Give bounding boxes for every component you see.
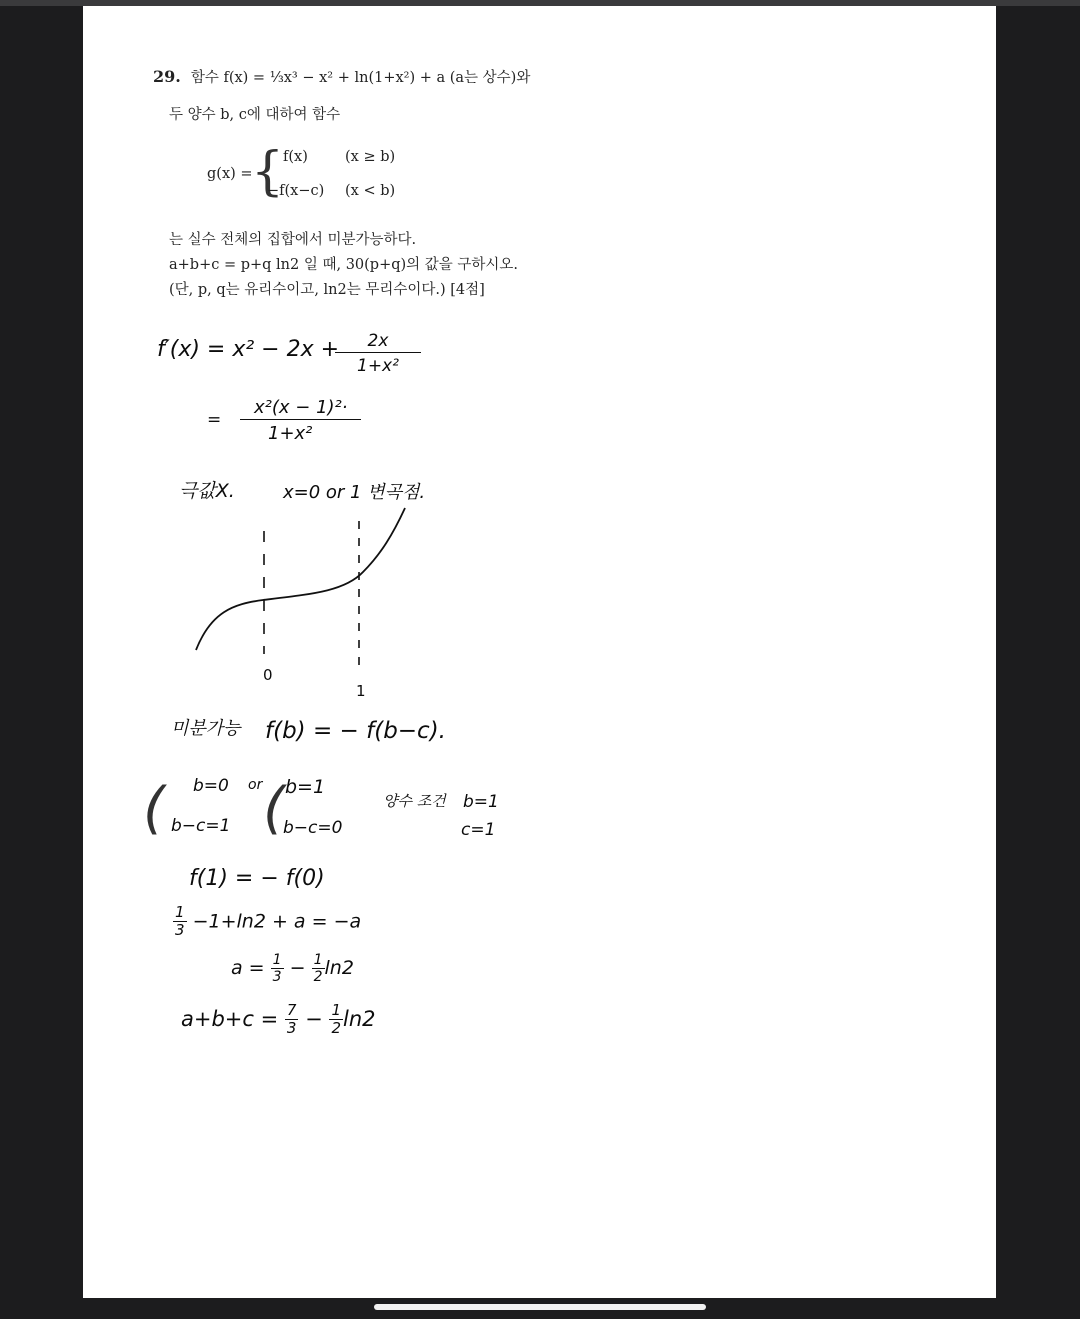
case-a-b: b=0 bbox=[193, 776, 229, 796]
case-1-condition: (x ≥ b) bbox=[345, 149, 396, 165]
equation-4-frac2-den: 2 bbox=[331, 1019, 341, 1038]
graph-label-one: 1 bbox=[356, 682, 366, 700]
simplified-numerator: x²(x − 1)²· bbox=[254, 397, 348, 418]
equation-3 bbox=[231, 952, 354, 985]
derivative-numerator: 2x bbox=[367, 331, 389, 351]
equation-3-lhs: a = bbox=[231, 957, 265, 980]
simplified-denominator: 1+x² bbox=[240, 419, 361, 445]
equation-4-lhs: a+b+c = bbox=[181, 1006, 279, 1031]
equation-2-denominator: 3 bbox=[175, 921, 185, 940]
positive-condition-label: 양수 조건 bbox=[383, 792, 446, 810]
differentiable-equation: f(b) = − f(b−c). bbox=[265, 718, 446, 744]
equation-4-tail: ln2 bbox=[342, 1006, 376, 1031]
derivative-denominator: 1+x² bbox=[335, 352, 421, 377]
piecewise-brace: { bbox=[251, 142, 285, 202]
equation-3-minus: − bbox=[289, 957, 306, 980]
problem-line-4: a+b+c = p+q ln2 일 때, 30(p+q)의 값을 구하시오. bbox=[169, 257, 519, 273]
cubic-like-curve bbox=[196, 508, 405, 650]
home-indicator-bar[interactable] bbox=[374, 1304, 706, 1310]
case-2-expression: −f(x−c) bbox=[267, 183, 325, 199]
case-or: or bbox=[248, 777, 263, 793]
problem-number: 29. bbox=[153, 67, 181, 86]
condition-c: c=1 bbox=[461, 820, 496, 840]
problem-statement: 함수 f(x) = ⅓x³ − x² + ln(1+x²) + a (a는 상수)와 bbox=[190, 70, 531, 86]
equation-1: f(1) = − f(0) bbox=[189, 866, 325, 891]
case-b-b: b=1 bbox=[285, 776, 326, 798]
curve-sketch bbox=[83, 6, 996, 726]
graph-label-zero: 0 bbox=[263, 666, 273, 684]
derivative-lhs: f′(x) = x² − 2x + bbox=[157, 337, 340, 362]
equation-4-minus: − bbox=[305, 1006, 323, 1031]
equation-3-frac1-den: 3 bbox=[272, 969, 282, 986]
problem-line-3: 는 실수 전체의 집합에서 미분가능하다. bbox=[169, 232, 417, 248]
problem-line-2: 두 양수 b, c에 대하여 함수 bbox=[169, 107, 341, 123]
g-definition-lhs: g(x) = bbox=[207, 166, 253, 182]
document-page bbox=[83, 6, 996, 1298]
equals-sign: = bbox=[207, 410, 222, 430]
problem-line-5: (단, p, q는 유리수이고, ln2는 무리수이다.) [4점] bbox=[169, 282, 485, 298]
case-1-expression: f(x) bbox=[283, 149, 308, 165]
equation-4 bbox=[181, 1002, 376, 1038]
equation-4-frac1-den: 3 bbox=[286, 1019, 297, 1038]
condition-b: b=1 bbox=[463, 792, 499, 812]
case-b-bc: b−c=0 bbox=[283, 818, 343, 838]
note-no-extremum: 극값X. bbox=[179, 480, 235, 502]
case-b-bracket: ( bbox=[263, 776, 285, 841]
differentiable-label: 미분가능 bbox=[171, 718, 241, 739]
equation-3-frac1-num: 1 bbox=[272, 952, 282, 968]
equation-4-frac2-num: 1 bbox=[331, 1001, 341, 1019]
equation-2-numerator: 1 bbox=[175, 903, 185, 921]
equation-2-rest: −1+ln2 + a = −a bbox=[192, 910, 362, 933]
case-a-bc: b−c=1 bbox=[171, 816, 231, 836]
equation-2 bbox=[173, 904, 361, 940]
case-2-condition: (x < b) bbox=[345, 183, 396, 199]
equation-4-frac1-num: 7 bbox=[286, 1001, 297, 1019]
note-inflection-points: x=0 or 1 변곡점. bbox=[283, 482, 426, 503]
equation-3-frac2-num: 1 bbox=[313, 952, 323, 968]
case-a-bracket: ( bbox=[143, 776, 165, 841]
equation-3-tail: ln2 bbox=[324, 957, 354, 980]
equation-3-frac2-den: 2 bbox=[313, 969, 323, 986]
